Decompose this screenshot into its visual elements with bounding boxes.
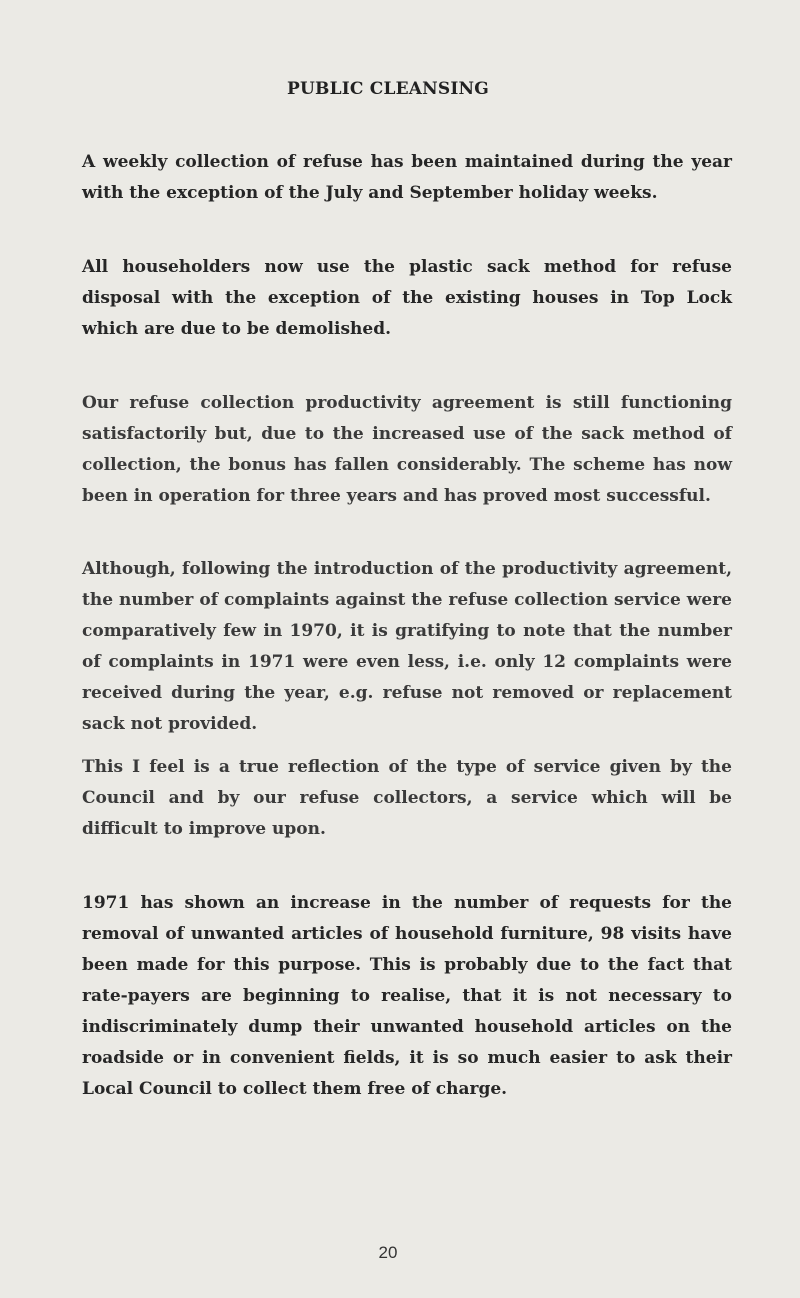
page-title: PUBLIC CLEANSING	[287, 79, 489, 99]
page-number: 20	[378, 1243, 398, 1262]
paragraph-productivity-agreement: Our refuse collection productivity agreement is still functioning satisfactorily but, due to the increased use of the sack method of collection, the bonus has fallen considerably. The scheme has now been in operation for three years and has proved most successful.	[82, 393, 732, 506]
paragraph-plastic-sack: All householders now use the plastic sack method for refuse disposal with the exception of the existing houses in Top Lock which are due to be demolished.	[82, 257, 732, 339]
paragraph-furniture-removal: 1971 has shown an increase in the number of requests for the removal of unwanted articles of household furniture, 98 visits have been made for this purpose. This is probably due to the fact that rate-payers are beginning to realise, that it is not necessary to indiscriminately dump their unwanted household articles on the roadside or in convenient fields, it is so much easier to ask their Local Council to collect them free of charge.	[82, 893, 732, 1099]
paragraph-weekly-collection: A weekly collection of refuse has been maintained during the year with the exception of the July and September holiday weeks.	[82, 152, 732, 203]
paragraph-complaints: Although, following the introduction of the productivity agreement, the number of complaints against the refuse collection service were comparatively few in 1970, it is gratifying to note that the number of complaints in 1971 were even less, i.e. only 12 complaints were received during the year, e.g. refuse not removed or replacement sack not provided.	[82, 559, 732, 734]
paragraph-service-reflection: This I feel is a true reflection of the type of service given by the Council and by our refuse collectors, a service which will be difficult to improve upon.	[82, 757, 732, 839]
